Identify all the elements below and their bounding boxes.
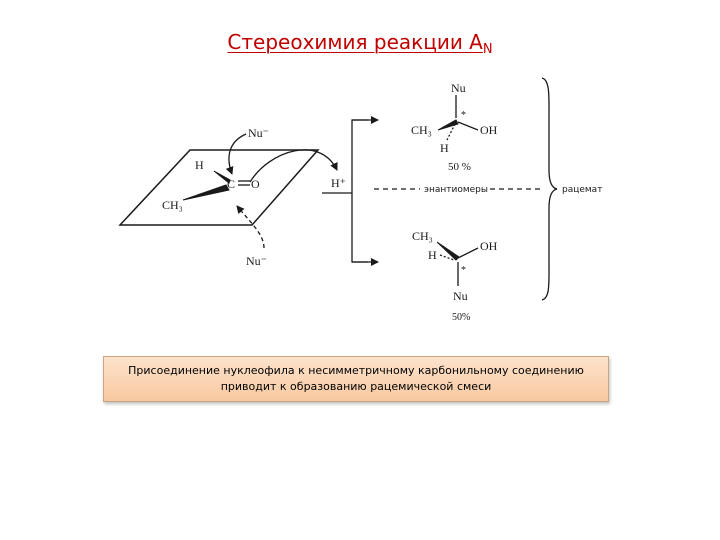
reagent-proton: H⁺: [331, 176, 346, 190]
attack-arrow-top: [229, 134, 246, 174]
reactant-nu-top: Nu⁻: [248, 126, 269, 140]
enantiomers-label: энантиомеры: [424, 185, 488, 195]
reactant-h: H: [195, 158, 204, 172]
top-product-oh: OH: [480, 123, 498, 137]
bottom-product-percent: 50%: [452, 312, 471, 323]
reactant-o: O: [251, 177, 260, 191]
caption-box: [103, 356, 609, 402]
reactant-c: C: [227, 177, 236, 191]
bottom-product-oh: OH: [480, 239, 498, 253]
top-product-percent: 50 %: [448, 161, 471, 173]
top-product-nu: Nu: [451, 81, 466, 95]
reactant-ch3: CH₃: [162, 198, 183, 212]
caption-line-2: приводит к образованию рацемической смеси: [220, 380, 492, 393]
attack-arrow-bottom: [237, 206, 264, 248]
branch-bracket: [352, 120, 368, 262]
bottom-product-nu: Nu: [453, 289, 468, 303]
title-main: Стереохимия реакции A: [227, 30, 483, 54]
bottom-product-h: H: [428, 248, 437, 262]
title-subscript: N: [482, 42, 493, 57]
reactant-nu-bottom: Nu⁻: [246, 254, 267, 268]
racemate-brace: [542, 78, 557, 300]
racemate-label: рацемат: [562, 185, 603, 195]
bottom-product-stereocenter: *: [461, 265, 466, 276]
top-product-stereocenter: *: [461, 110, 466, 121]
bottom-product-bond-oh: [458, 248, 478, 258]
bottom-product-ch3: CH₃: [412, 229, 433, 243]
top-product-bond-oh: [458, 122, 478, 130]
top-product-ch3: CH₃: [411, 123, 432, 137]
c-ch3-wedge: [183, 185, 229, 200]
top-product-h: H: [440, 141, 449, 155]
caption-line-1: Присоединение нуклеофила к несимметричному карбонильному соединению: [128, 364, 584, 377]
